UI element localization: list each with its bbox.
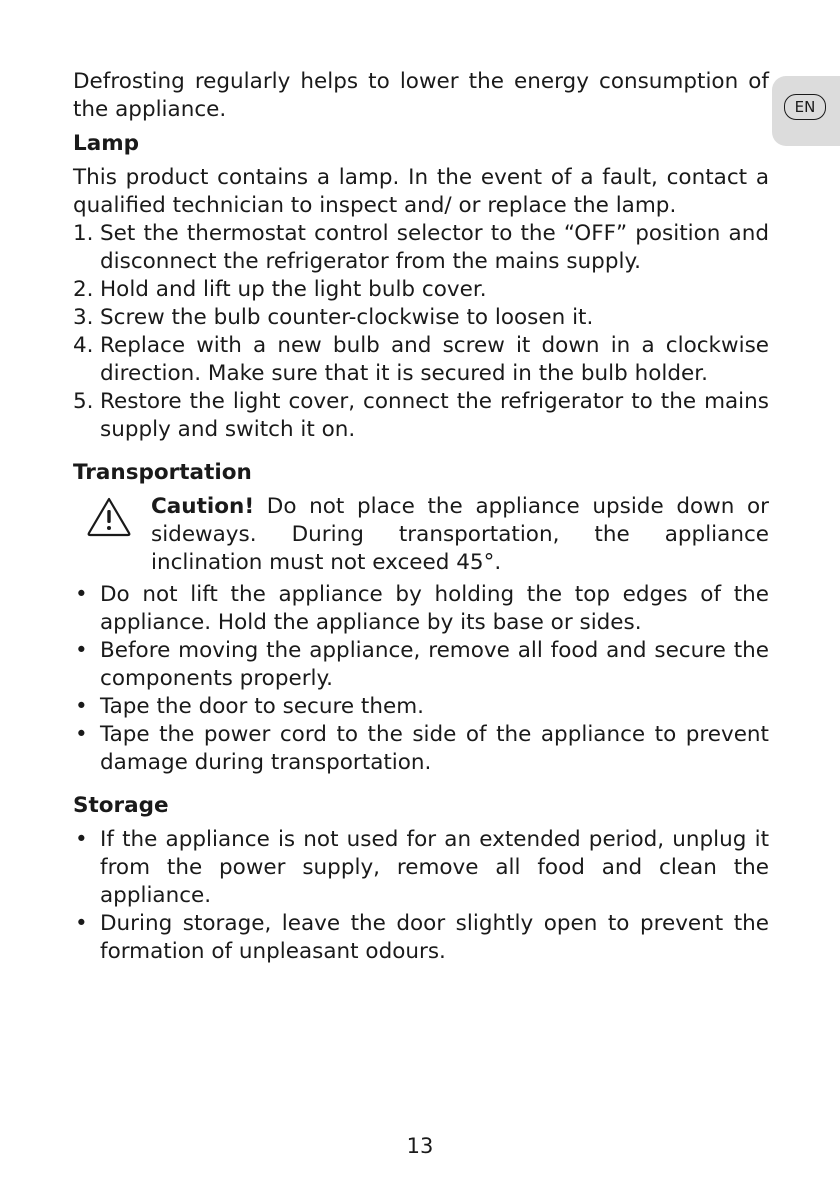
step-number: 2. — [73, 277, 94, 302]
intro-paragraph: Defrosting regularly helps to lower the energy consumption of the appliance. — [73, 69, 769, 122]
storage-bullet-list — [73, 826, 769, 966]
bullet-marker: • — [75, 638, 88, 663]
step-number: 5. — [73, 389, 94, 414]
page-number: 13 — [406, 1134, 434, 1158]
step-text: Replace with a new bulb and screw it down in a clockwise direction. Make sure that it is secured in the bulb holder. — [100, 333, 769, 386]
lamp-step — [73, 220, 769, 276]
transportation-heading: Transportation — [73, 460, 252, 485]
step-number: 4. — [73, 333, 94, 358]
bullet-marker: • — [75, 827, 88, 852]
storage-heading: Storage — [73, 793, 169, 818]
lamp-paragraph: This product contains a lamp. In the event of a fault, contact a qualified technician to inspect and/ or replace the lamp. — [73, 165, 769, 218]
transportation-bullet-list — [73, 581, 769, 777]
lamp-heading: Lamp — [73, 131, 140, 156]
bullet-text: Tape the power cord to the side of the appliance to prevent damage during transportation. — [100, 722, 769, 775]
bullet-item — [73, 721, 769, 777]
bullet-text: Do not lift the appliance by holding the top edges of the appliance. Hold the appliance by its base or sides. — [100, 582, 769, 635]
lamp-section — [73, 130, 769, 444]
bullet-item — [73, 581, 769, 637]
warning-triangle-icon — [73, 493, 151, 537]
caution-text — [151, 493, 769, 577]
bullet-item — [73, 693, 769, 721]
lamp-step — [73, 304, 769, 332]
step-text: Screw the bulb counter-clockwise to loosen it. — [100, 305, 594, 330]
caution-block — [73, 493, 769, 577]
bullet-marker: • — [75, 722, 88, 747]
step-text: Set the thermostat control selector to the “OFF” position and disconnect the refrigerator from the mains supply. — [100, 221, 769, 274]
bullet-marker: • — [75, 911, 88, 936]
bullet-item — [73, 910, 769, 966]
bullet-marker: • — [75, 582, 88, 607]
step-number: 3. — [73, 305, 94, 330]
transportation-section — [73, 459, 769, 777]
bullet-item — [73, 826, 769, 910]
bullet-text: Before moving the appliance, remove all food and secure the components properly. — [100, 638, 769, 691]
step-text: Restore the light cover, connect the refrigerator to the mains supply and switch it on. — [100, 389, 769, 442]
step-text: Hold and lift up the light bulb cover. — [100, 277, 487, 302]
bullet-marker: • — [75, 694, 88, 719]
bullet-item — [73, 637, 769, 693]
lamp-step — [73, 388, 769, 444]
lamp-steps-list — [73, 220, 769, 444]
bullet-text: If the appliance is not used for an extended period, unplug it from the power supply, remove all food and clean the appliance. — [100, 827, 769, 908]
caution-message: Do not place the appliance upside down or sideways. During transportation, the appliance inclination must not exceed 45°. — [151, 494, 769, 575]
storage-section — [73, 792, 769, 966]
page-content — [73, 68, 769, 966]
caution-label: Caution! — [151, 494, 255, 519]
lamp-step — [73, 332, 769, 388]
language-tab — [772, 76, 840, 146]
lamp-step — [73, 276, 769, 304]
language-badge: EN — [784, 94, 826, 120]
bullet-text: During storage, leave the door slightly open to prevent the formation of unpleasant odours. — [100, 911, 769, 964]
bullet-text: Tape the door to secure them. — [100, 694, 424, 719]
step-number: 1. — [73, 221, 94, 246]
